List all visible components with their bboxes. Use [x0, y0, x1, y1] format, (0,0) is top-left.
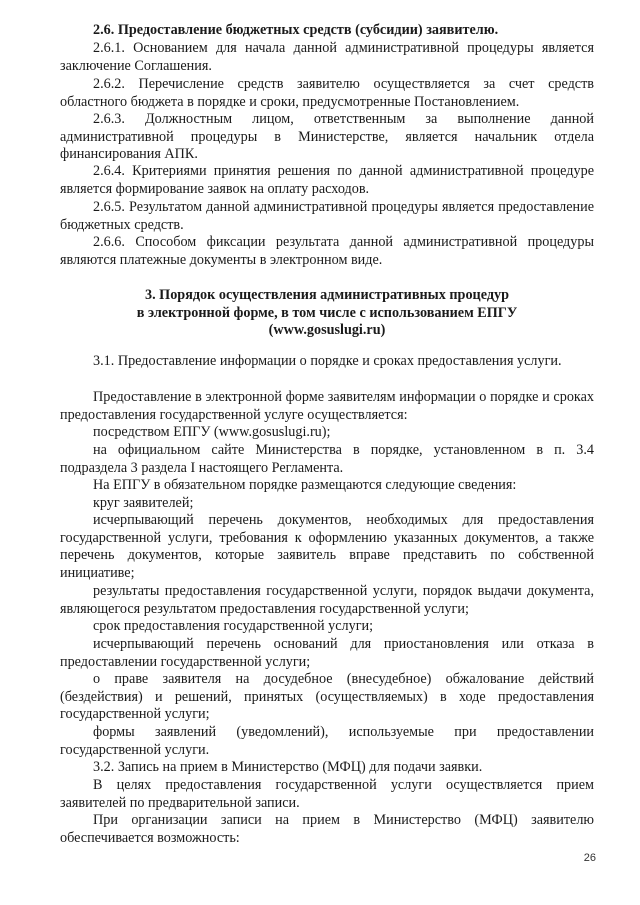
paragraph-3-1-info: На ЕПГУ в обязательном порядке размещаются следующие сведения: [93, 477, 517, 493]
page-number: 26 [583, 852, 596, 864]
paragraph-3-1-epgu: посредством ЕПГУ (www.gosuslugi.ru); [93, 424, 331, 440]
paragraph-3-1-site: на официальном сайте Министерства в порядке, установленном в п. 3.4 подраздела 3 раздела I настоящего Регламента. [60, 442, 594, 476]
paragraph-2-6-1: 2.6.1. Основанием для начала данной административной процедуры является заключение Соглашения. [60, 40, 594, 74]
paragraph-2-6-3: 2.6.3. Должностным лицом, ответственным за выполнение данной административной процедуры в Министерстве, является начальник отдела финансирования АПК. [60, 111, 594, 163]
list-item-results: результаты предоставления государственной услуги, порядок выдачи документа, являющегося результатом предоставления государственной услуги; [60, 583, 594, 617]
paragraph-3-1: 3.1. Предоставление информации о порядке и сроках предоставления услуги. [93, 353, 562, 369]
list-item-term: срок предоставления государственной услуги; [93, 618, 374, 634]
paragraph-2-6-5: 2.6.5. Результатом данной административной процедуры является предоставление бюджетных средств. [60, 199, 594, 233]
section-2-6-title: 2.6. Предоставление бюджетных средств (субсидии) заявителю. [93, 22, 499, 38]
paragraph-3-1-intro: Предоставление в электронной форме заявителям информации о порядке и сроках предоставления государственной услуге осуществляется: [60, 389, 594, 423]
paragraph-2-6-6: 2.6.6. Способом фиксации результата данной административной процедуры являются платежные документы в электронном виде. [60, 234, 594, 268]
list-item-documents: исчерпывающий перечень документов, необходимых для предоставления государственной услуги, требования к оформлению указанных документов, а также перечень документов, которые заявитель вправе представить по собственной инициативе; [60, 512, 594, 581]
paragraph-3-2-booking: В целях предоставления государственной услуги осуществляется прием заявителей по предварительной записи. [60, 777, 594, 811]
paragraph-3-2-organization: При организации записи на прием в Министерство (МФЦ) заявителю обеспечивается возможность: [60, 812, 594, 846]
paragraph-2-6-4: 2.6.4. Критериями принятия решения по данной административной процедуре является формирование заявок на оплату расходов. [60, 163, 594, 197]
section-3-heading-line-2: в электронной форме, в том числе с использованием ЕПГУ [136, 305, 518, 321]
paragraph-2-6-2: 2.6.2. Перечисление средств заявителю осуществляется за счет средств областного бюджета в порядке и сроки, предусмотренные Постановлением. [60, 76, 594, 110]
paragraph-3-2: 3.2. Запись на прием в Министерство (МФЦ) для подачи заявки. [93, 759, 483, 775]
list-item-forms: формы заявлений (уведомлений), используемые при предоставлении государственной услуги. [60, 724, 594, 758]
list-item-appeal-right: о праве заявителя на досудебное (внесудебное) обжалование действий (бездействия) и решений, принятых (осуществляемых) в ходе предоставления государственной услуги; [60, 671, 594, 723]
section-3-heading-line-1: 3. Порядок осуществления административных процедур [144, 287, 509, 303]
list-item-refusal-grounds: исчерпывающий перечень оснований для приостановления или отказа в предоставлении государственной услуги; [60, 636, 594, 670]
list-item-applicants: круг заявителей; [93, 495, 194, 511]
section-3-heading-line-3: (www.gosuslugi.ru) [268, 322, 386, 338]
